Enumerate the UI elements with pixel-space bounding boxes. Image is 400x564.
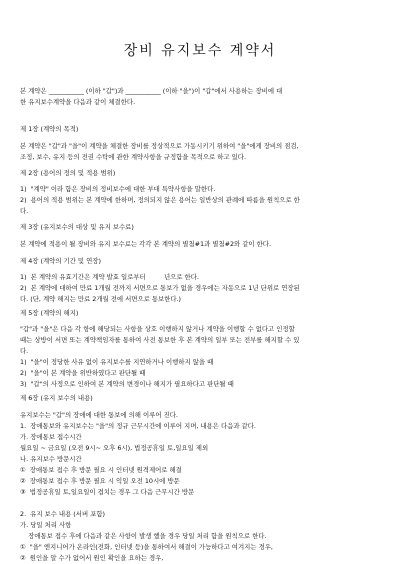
- article-1-heading: 제 1장 (계약의 목적): [20, 125, 79, 133]
- article-6-heading: 제 6장 (유지 보수의 내용): [20, 394, 93, 402]
- document-title: 장비 유지보수 계약서: [123, 43, 277, 59]
- article-2-heading: 제 2장 (용어의 정의 및 적용 범위): [20, 169, 116, 177]
- article-4-body: 1) 본 계약의 유효기간은 계약 발효 일로부터 년으로 한다. 2) 본 계약에 대하여 만료 1개월 전까지 서면으로 통보가 없을 경우에는 자동으로 1년 단위로 연장된 다. (단, 계약 해지는 만료 2개월 전에 서면으로 통보한다.): [20, 273, 300, 303]
- article-2-body: 1) "계약" 이라 함은 장비의 정비보수에 대한 부대 특약사항을 말한다. 2) 용어의 적용 범위는 본 계약에 한하며, 정의되지 않은 용어는 일반상의 관례에 따름을 원칙으로 한 다.: [20, 185, 300, 215]
- article-4-heading: 제 4장 (계약의 기간 및 연장): [20, 257, 101, 265]
- intro-paragraph: 본 계약은 ___________ (이하 "갑")과 ___________ (이하 "을")이 "갑"에서 사용하는 장비에 대 한 유지보수계약을 다음과 같이 체결한다.: [20, 87, 283, 106]
- article-3-body: 본 계약에 적용이 될 장비와 유지 보수료는 각각 본 계약의 별첨#1과 별첨#2와 같이 한다.: [20, 240, 271, 248]
- article-5-heading: 제 5장 (계약의 해지): [20, 309, 79, 317]
- article-6-body: 유지보수는 "갑"의 장애에 대한 통보에 의해 이루어 진다. 1. 장애통보와 유지보수는 "을"의 정규 근무시간에 이루어 지며, 내용은 다음과 같다. 가. 장애통보 접수시간 월요일 ~ 금요일 (오전 9시~ 오후 6시), 법정공휴일 토,일요일 제외 나. 유지보수 방문시간 ① 장애통보 접수 후 방문 필요 시 인터넷 원격제어로 해결 ② 장애통보 접수 후 방문 필요 시 익일 오전 10시에 방문 ③ 법정공휴일 토,일요일이 겹치는 경우 그 다음 근무시간 방문 2. 유지 보수 내용 (서버 포함) 가. 당일 처리 사항 장애통보 접수 후에 다음과 같은 사항이 발생 했을 경우 당일 처리 함을 원칙으로 한다. ① "을" 엔지니어가 온라인(전화, 인터넷 등)을 통하여서 해결이 가능하다고 여겨지는 경우, ② 원인을 알 수가 없어서 원인 확인을 요하는 경우,: [20, 411, 273, 562]
- article-5-body: "갑"과 "을"은 다음 각 항에 해당되는 사항을 상호 이행하지 않거나 계약을 이행할 수 없다고 인정할 때는 상방이 서면 또는 계약책임자를 통하여 사전 통보한 후 본 계약의 일부 또는 전부를 해지할 수 있 다. 1) "을"이 정당한 사유 없이 유지보수를 지연하거나 이행하지 않을 때 2) "을"이 본 계약을 위반하였다고 판단될 때 3) "갑"의 사정으로 인하여 본 계약의 변경이나 해지가 필요하다고 판단될 때: [20, 325, 300, 388]
- article-3-heading: 제 3장 (유지보수의 대상 및 유지 보수료): [20, 223, 134, 231]
- article-1-body: 본 계약은 "갑"과 "을"이 계약을 체결한 장비를 정상적으로 가동시키기 위하여 "을"에게 장비의 점검, 조정, 보수, 유지 등의 전권 수탁에 관한 계약사항을 규정함을 목적으로 하고 있다.: [20, 142, 299, 161]
